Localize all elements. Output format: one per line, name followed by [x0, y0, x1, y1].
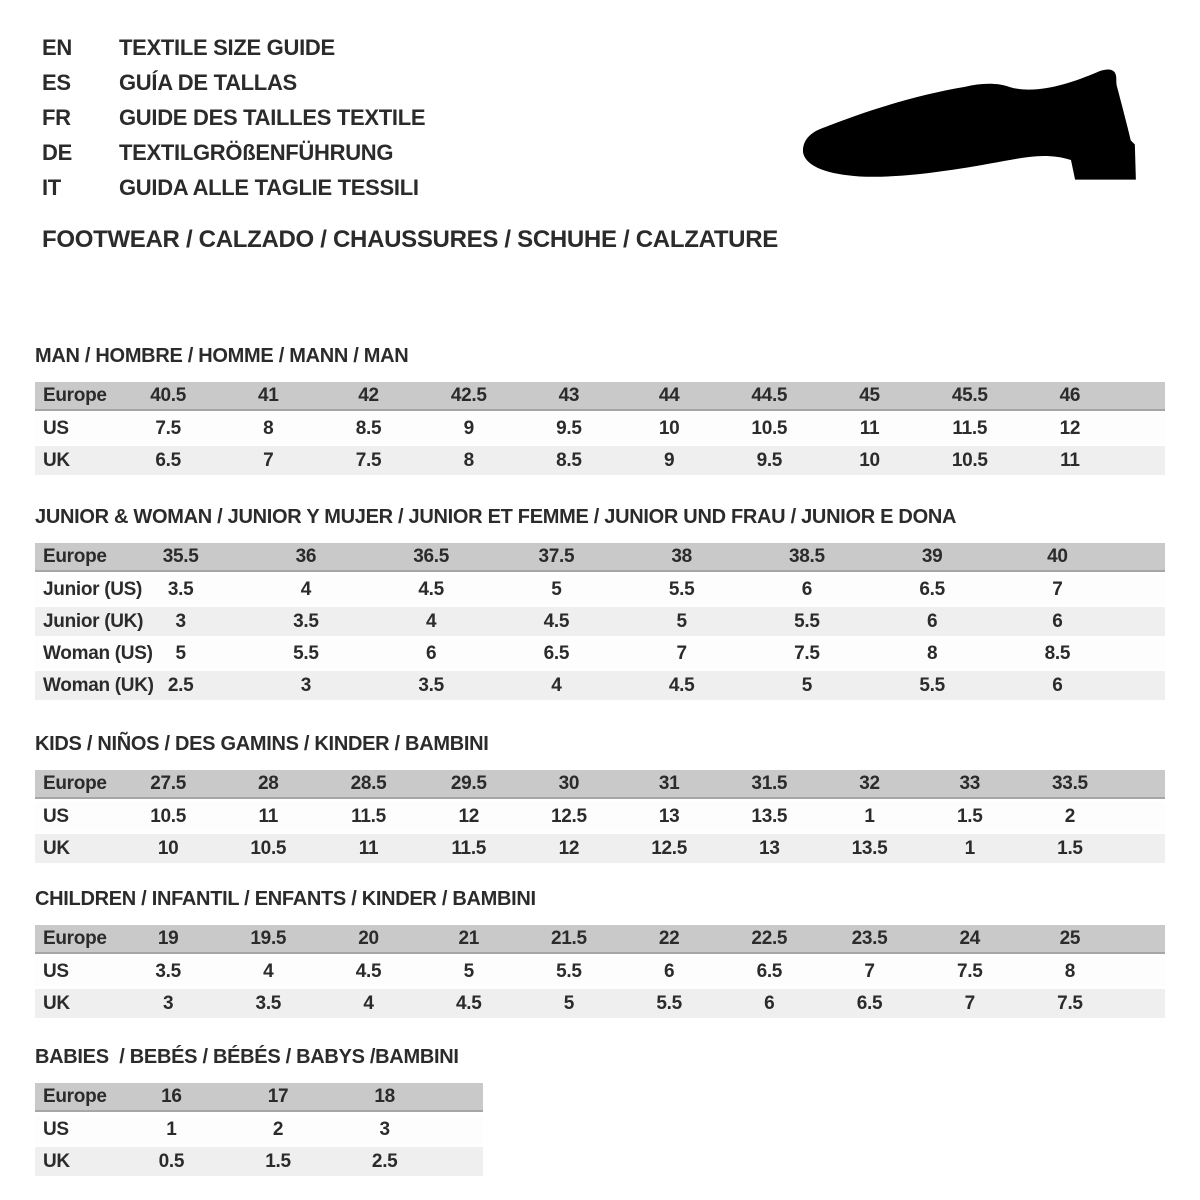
value-cell: 8: [1064, 960, 1076, 982]
value-cell: 30: [558, 772, 580, 794]
value-cell: 8: [463, 449, 474, 471]
value-cell: 9.5: [556, 417, 582, 439]
row-label-cell: US: [43, 1118, 69, 1140]
value-cell: 36.5: [413, 545, 450, 567]
value-cell: 10.5: [951, 449, 988, 471]
value-cell: 13: [658, 805, 680, 827]
value-cell: 6: [1052, 610, 1063, 632]
row-label-cell: US: [43, 960, 69, 982]
table-row: [35, 957, 1165, 986]
language-label: GUIDE DES TAILLES TEXTILE: [119, 104, 426, 130]
table-row: [35, 414, 1165, 443]
value-cell: 33.5: [1052, 772, 1088, 794]
value-cell: 2.5: [167, 674, 194, 696]
value-cell: 12.5: [551, 805, 587, 827]
value-cell: 3.5: [418, 674, 444, 696]
value-cell: 18: [374, 1085, 395, 1107]
value-cell: 21.5: [551, 927, 587, 949]
row-label-cell: UK: [43, 992, 70, 1014]
value-cell: 32: [859, 772, 880, 794]
row-label-cell: Junior (US): [43, 578, 143, 600]
value-cell: 10: [658, 417, 680, 439]
value-cell: 9: [663, 449, 675, 471]
value-cell: 3: [300, 674, 312, 696]
value-cell: 40: [1047, 545, 1068, 567]
value-cell: 23.5: [851, 927, 888, 949]
value-cell: 10.5: [150, 805, 186, 827]
value-cell: 8.5: [355, 417, 382, 439]
value-cell: 7: [964, 992, 975, 1014]
value-cell: 19: [157, 927, 179, 949]
value-cell: 11.5: [351, 805, 386, 827]
value-cell: 12.5: [651, 837, 687, 859]
value-cell: 10: [157, 837, 179, 859]
value-cell: 46: [1059, 384, 1081, 406]
value-cell: 6.5: [919, 578, 945, 600]
value-cell: 25: [1059, 927, 1081, 949]
value-cell: 1: [864, 805, 875, 827]
value-cell: 42.5: [450, 384, 487, 406]
row-label-cell: Junior (UK): [43, 610, 144, 632]
language-row-fr: [42, 100, 425, 135]
value-cell: 2: [272, 1118, 284, 1140]
value-cell: 38: [671, 545, 692, 567]
size-table-section-junior-woman: [35, 507, 1165, 703]
value-cell: 38.5: [788, 545, 825, 567]
value-cell: 11: [358, 837, 379, 859]
value-cell: 22.5: [751, 927, 788, 949]
table-header-row: [35, 382, 1165, 411]
shoe-icon: [800, 66, 1140, 186]
value-cell: 7: [263, 449, 274, 471]
table-row: [35, 446, 1165, 475]
value-cell: 4: [363, 992, 374, 1014]
table-header-row: [35, 543, 1165, 572]
size-table-section-babies: [35, 1047, 483, 1179]
value-cell: 1: [964, 837, 975, 859]
value-cell: 7.5: [355, 449, 382, 471]
value-cell: 8: [263, 417, 274, 439]
value-cell: 3: [379, 1118, 390, 1140]
value-cell: 6: [1052, 674, 1063, 696]
language-label: TEXTILGRÖßENFÜHRUNG: [119, 139, 394, 165]
value-cell: 5: [801, 674, 813, 696]
value-cell: 3.5: [167, 578, 194, 600]
table-row: [35, 575, 1165, 604]
value-cell: 16: [161, 1085, 182, 1107]
value-cell: 7.5: [1057, 992, 1083, 1014]
language-code: DE: [42, 139, 72, 165]
value-cell: 6.5: [155, 449, 181, 471]
row-label-cell: UK: [43, 1150, 70, 1172]
value-cell: 1.5: [956, 805, 983, 827]
value-cell: 21: [458, 927, 479, 949]
size-table-section-man: [35, 346, 1165, 478]
value-cell: 19.5: [250, 927, 287, 949]
value-cell: 11: [258, 805, 279, 827]
language-row-de: [42, 135, 425, 170]
table-row: [35, 834, 1165, 863]
language-header: [42, 30, 425, 205]
row-label-cell: Europe: [43, 772, 107, 794]
size-table-kids: [35, 770, 1165, 863]
value-cell: 5: [463, 960, 474, 982]
value-cell: 8.5: [556, 449, 582, 471]
value-cell: 28: [258, 772, 279, 794]
row-label-cell: Europe: [43, 927, 107, 949]
value-cell: 5: [551, 578, 562, 600]
value-cell: 6.5: [856, 992, 883, 1014]
language-code: FR: [42, 104, 71, 130]
value-cell: 6: [801, 578, 813, 600]
value-cell: 1: [166, 1118, 177, 1140]
value-cell: 5: [563, 992, 575, 1014]
row-label-cell: US: [43, 417, 69, 439]
value-cell: 31: [658, 772, 680, 794]
row-label-cell: Europe: [43, 1085, 107, 1107]
value-cell: 3: [175, 610, 186, 632]
value-cell: 6.5: [756, 960, 783, 982]
value-cell: 36: [295, 545, 317, 567]
value-cell: 5.5: [293, 642, 319, 664]
value-cell: 5.5: [668, 578, 695, 600]
language-label: TEXTILE SIZE GUIDE: [119, 34, 335, 60]
value-cell: 7.5: [956, 960, 983, 982]
language-code: IT: [42, 174, 61, 200]
value-cell: 13.5: [851, 837, 888, 859]
table-row: [35, 671, 1165, 700]
value-cell: 44.5: [751, 384, 788, 406]
value-cell: 28.5: [350, 772, 387, 794]
language-row-it: [42, 170, 425, 205]
row-label-cell: US: [43, 805, 69, 827]
table-row: [35, 639, 1165, 668]
size-table-junior-woman: [35, 543, 1165, 700]
value-cell: 6: [926, 610, 938, 632]
table-row: [35, 802, 1165, 831]
value-cell: 2.5: [371, 1150, 398, 1172]
value-cell: 4: [300, 578, 312, 600]
value-cell: 22: [658, 927, 680, 949]
table-title-babies: BABIES / BEBÉS / BÉBÉS / BABYS /BAMBINI: [35, 1046, 459, 1068]
value-cell: 11.5: [451, 837, 487, 859]
value-cell: 0.5: [158, 1150, 185, 1172]
table-row: [35, 1115, 483, 1144]
value-cell: 41: [258, 384, 279, 406]
value-cell: 11: [1060, 449, 1080, 471]
value-cell: 5.5: [794, 610, 820, 632]
value-cell: 11.5: [952, 417, 988, 439]
value-cell: 6: [764, 992, 775, 1014]
table-row: [35, 1147, 483, 1176]
language-row-en: [42, 30, 425, 65]
row-label-cell: Woman (US): [43, 642, 153, 664]
row-label-cell: Europe: [43, 384, 107, 406]
table-header-row: [35, 770, 1165, 799]
row-label-cell: UK: [43, 449, 70, 471]
table-title-children: CHILDREN / INFANTIL / ENFANTS / KINDER / BAMBINI: [35, 888, 536, 910]
value-cell: 6: [425, 642, 437, 664]
value-cell: 9: [463, 417, 474, 439]
size-table-children: [35, 925, 1165, 1018]
value-cell: 5.5: [556, 960, 582, 982]
value-cell: 2: [1064, 805, 1076, 827]
value-cell: 33: [959, 772, 980, 794]
value-cell: 5.5: [656, 992, 682, 1014]
value-cell: 5: [676, 610, 687, 632]
value-cell: 8.5: [1044, 642, 1071, 664]
value-cell: 7: [864, 960, 875, 982]
value-cell: 24: [959, 927, 980, 949]
value-cell: 6: [663, 960, 675, 982]
value-cell: 31.5: [751, 772, 788, 794]
value-cell: 4: [551, 674, 562, 696]
language-label: GUIDA ALLE TAGLIE TESSILI: [119, 174, 419, 200]
value-cell: 39: [921, 545, 943, 567]
table-title-man: MAN / HOMBRE / HOMME / MANN / MAN: [35, 345, 409, 367]
table-title-junior-woman: JUNIOR & WOMAN / JUNIOR Y MUJER / JUNIOR ET FEMME / JUNIOR UND FRAU / JUNIOR E DONA: [35, 506, 957, 528]
size-table-section-children: [35, 889, 1165, 1021]
value-cell: 9.5: [756, 449, 783, 471]
value-cell: 7.5: [155, 417, 181, 439]
value-cell: 7: [676, 642, 687, 664]
value-cell: 10: [859, 449, 880, 471]
value-cell: 44: [658, 384, 680, 406]
size-table-section-kids: [35, 734, 1165, 866]
value-cell: 13.5: [751, 805, 788, 827]
value-cell: 3: [162, 992, 174, 1014]
value-cell: 37.5: [538, 545, 575, 567]
value-cell: 4: [263, 960, 274, 982]
value-cell: 4.5: [668, 674, 695, 696]
value-cell: 35.5: [162, 545, 199, 567]
value-cell: 4.5: [455, 992, 482, 1014]
value-cell: 3.5: [293, 610, 319, 632]
language-code: ES: [42, 69, 71, 95]
table-row: [35, 989, 1165, 1018]
value-cell: 11: [859, 417, 880, 439]
table-header-row: [35, 925, 1165, 954]
value-cell: 13: [759, 837, 780, 859]
value-cell: 45.5: [951, 384, 988, 406]
row-label-cell: UK: [43, 837, 70, 859]
table-row: [35, 607, 1165, 636]
value-cell: 29.5: [450, 772, 487, 794]
value-cell: 7.5: [794, 642, 820, 664]
value-cell: 5: [175, 642, 186, 664]
value-cell: 20: [358, 927, 379, 949]
size-table-man: [35, 382, 1165, 475]
value-cell: 4: [425, 610, 437, 632]
category-line: FOOTWEAR / CALZADO / CHAUSSURES / SCHUHE / CALZATURE: [42, 226, 778, 253]
shoe-silhouette-path: [803, 69, 1136, 179]
row-label-cell: Europe: [43, 545, 107, 567]
value-cell: 12: [558, 837, 580, 859]
value-cell: 40.5: [150, 384, 186, 406]
value-cell: 1.5: [265, 1150, 291, 1172]
language-row-es: [42, 65, 425, 100]
value-cell: 4.5: [543, 610, 570, 632]
value-cell: 45: [859, 384, 880, 406]
value-cell: 27.5: [150, 772, 186, 794]
value-cell: 7: [1052, 578, 1063, 600]
value-cell: 12: [1059, 417, 1081, 439]
value-cell: 43: [558, 384, 580, 406]
value-cell: 12: [458, 805, 479, 827]
value-cell: 10.5: [250, 837, 287, 859]
value-cell: 8: [926, 642, 938, 664]
size-table-babies: [35, 1083, 483, 1176]
value-cell: 10.5: [751, 417, 788, 439]
table-title-kids: KIDS / NIÑOS / DES GAMINS / KINDER / BAMBINI: [35, 733, 489, 755]
value-cell: 3.5: [255, 992, 282, 1014]
value-cell: 6.5: [543, 642, 570, 664]
value-cell: 4.5: [418, 578, 444, 600]
value-cell: 17: [267, 1085, 289, 1107]
language-code: EN: [42, 34, 72, 60]
row-label-cell: Woman (UK): [43, 674, 154, 696]
value-cell: 5.5: [919, 674, 945, 696]
value-cell: 42: [358, 384, 379, 406]
value-cell: 1.5: [1057, 837, 1083, 859]
table-header-row: [35, 1083, 483, 1112]
value-cell: 4.5: [355, 960, 382, 982]
value-cell: 3.5: [155, 960, 181, 982]
language-label: GUÍA DE TALLAS: [119, 69, 297, 95]
